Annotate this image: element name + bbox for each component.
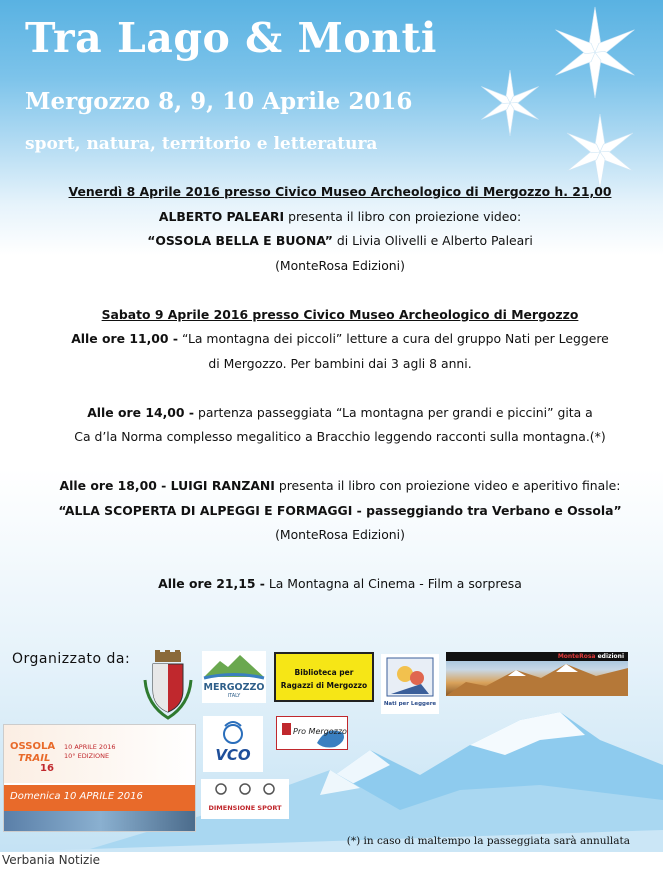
- friday-presenter-text: presenta il libro con proiezione video:: [284, 208, 522, 224]
- trail-sunday: Domenica 10 APRILE 2016: [10, 791, 143, 802]
- event-description: presenta il libro con proiezione video e aperitivo finale:: [274, 478, 621, 493]
- poster-title: Tra Lago & Monti: [25, 14, 437, 62]
- friday-heading: Venerdì 8 Aprile 2016 presso Civico Museo Archeologico di Mergozzo h. 21,00: [68, 184, 612, 199]
- trail-sub: TRAIL: [18, 753, 51, 764]
- biblioteca-line1: Biblioteca per: [294, 668, 354, 677]
- poster-tagline: sport, natura, territorio e letteratura: [25, 134, 378, 154]
- event-time: Alle ore 18,00 - LUIGI RANZANI: [59, 478, 275, 493]
- friday-book-title: “OSSOLA BELLA E BUONA”: [147, 233, 333, 248]
- snowflake-icon: [535, 5, 655, 100]
- event-time: Alle ore 21,15 -: [158, 576, 265, 591]
- monterosa-suffix: edizioni: [597, 653, 624, 660]
- event-description: La Montagna al Cinema - Film a sorpresa: [264, 576, 522, 591]
- trail-number: 16: [40, 763, 54, 774]
- trail-date: 10 APRILE 2016: [64, 743, 116, 751]
- event-time: Alle ore 14,00 -: [87, 404, 195, 420]
- biblioteca-logo: [274, 652, 374, 702]
- mergozzo-logo-text: MERGOZZO: [203, 682, 265, 693]
- source-credit: Verbania Notizie: [2, 853, 101, 867]
- poster-dates: Mergozzo 8, 9, 10 Aprile 2016: [25, 88, 413, 115]
- dimensione-sport-logo: [201, 779, 289, 819]
- event-description: di Mergozzo. Per bambini dai 3 agli 8 anni.: [208, 355, 472, 371]
- biblioteca-line2: Ragazzi di Mergozzo: [280, 681, 368, 690]
- dimensione-sport-text: DIMENSIONE SPORT: [208, 804, 282, 812]
- vco-logo: [203, 716, 263, 772]
- friday-presenter: ALBERTO PALEARI: [158, 208, 285, 224]
- nati-per-leggere-logo: [381, 654, 439, 714]
- friday-publisher: (MonteRosa Edizioni): [275, 257, 405, 273]
- event-time: Alle ore 11,00 -: [71, 331, 179, 346]
- monterosa-edizioni-logo: [446, 652, 628, 696]
- organizers-label: Organizzato da:: [12, 651, 131, 667]
- trail-name: OSSOLA: [10, 741, 56, 752]
- pro-mergozzo-text: Pro Mergozzo: [293, 727, 347, 736]
- event-book-title: “ALLA SCOPERTA DI ALPEGGI E FORMAGGI - passeggiando tra Verbano e Ossola”: [58, 502, 622, 518]
- saturday-heading: Sabato 9 Aprile 2016 presso Civico Museo Archeologico di Mergozzo: [101, 306, 579, 322]
- pro-mergozzo-logo: [276, 716, 348, 750]
- friday-book-authors: di Livia Olivelli e Alberto Paleari: [332, 233, 533, 248]
- event-program: [20, 180, 660, 597]
- mergozzo-italy-logo: [202, 651, 266, 703]
- event-description: “La montagna dei piccoli” letture a cura del gruppo Nati per Leggere: [178, 331, 609, 346]
- event-description: Ca d’la Norma complesso megalitico a Bracchio leggendo racconti sulla montagna.(*): [74, 429, 606, 444]
- footnote: (*) in caso di maltempo la passeggiata sarà annullata: [346, 835, 630, 847]
- event-description: partenza passeggiata “La montagna per grandi e piccini” gita a: [194, 404, 593, 420]
- monterosa-name: MonteRosa: [557, 653, 596, 660]
- vco-text: VCO: [215, 746, 251, 764]
- mergozzo-logo-subtext: ITALY: [227, 693, 241, 699]
- coat-of-arms-logo: [141, 650, 195, 720]
- snowflake-icon: [470, 68, 550, 138]
- trail-edition: 10° EDIZIONE: [64, 752, 110, 760]
- event-publisher: (MonteRosa Edizioni): [275, 527, 405, 542]
- nati-per-leggere-text: Nati per Leggere: [383, 701, 437, 707]
- ossola-trail-banner: [3, 724, 196, 832]
